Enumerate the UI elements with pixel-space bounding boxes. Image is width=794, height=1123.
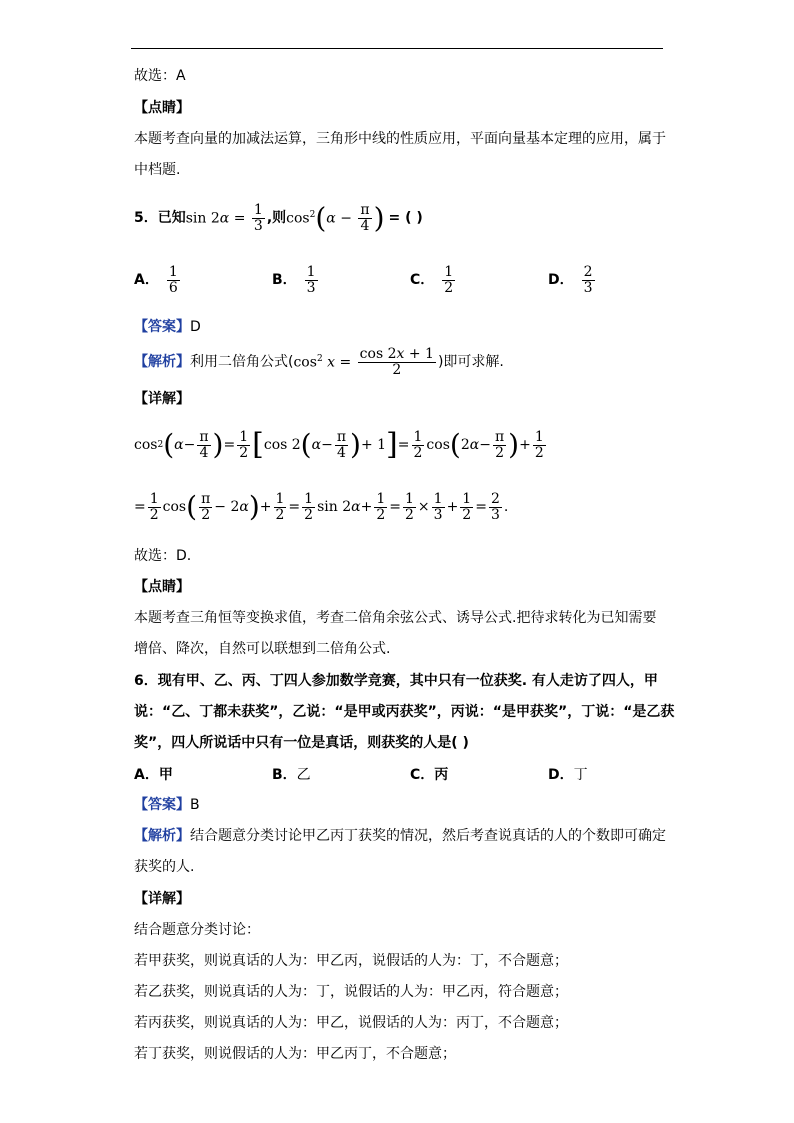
- q5-jiexi: [134, 344, 504, 380]
- q6-jiexi-tag: 【解析】: [134, 828, 190, 844]
- q6-jiexi-text: 结合题意分类讨论甲乙丙丁获奖的情况，然后考查说真话的人的个数即可确定: [190, 828, 666, 844]
- q6-option-a-letter: A．: [134, 767, 159, 783]
- q5-option-d-letter: D．: [548, 272, 574, 288]
- q6-option-b-letter: B．: [272, 767, 297, 783]
- q5-derivation-line2: = $\frac{1}{2}$ cos ( $\frac{\pi}{2}$ − 2 α ) + $\frac{1}{2}$ = $\frac{1}{2}$ sin 2 α + $\frac{1}{2}$ = $\frac{1}{2}$ × $\frac{1}{3}$ + $\frac{1}{2}$ = $\frac{2}{3}$ .: [134, 490, 509, 523]
- q5-dianjing-tag: 【点睛】: [134, 579, 190, 595]
- q6-answer: [134, 796, 200, 814]
- q6-jiexi-line2: 获奖的人.: [134, 859, 195, 875]
- prev-dianjing-line2: 中档题.: [134, 162, 181, 178]
- q5-jiexi-tag: 【解析】: [134, 354, 190, 370]
- q5-option-d-frac: $\frac{2}{3}$: [583, 263, 593, 296]
- q6-option-c[interactable]: [410, 766, 448, 784]
- q6-answer-value: B: [190, 797, 200, 813]
- q5-conclusion: 故选：D.: [134, 548, 192, 564]
- q5-option-a-frac: $\frac{1}{6}$: [168, 263, 178, 296]
- q6-detail-line2: 若甲获奖，则说真话的人为：甲乙丙，说假话的人为：丁，不合题意；: [134, 953, 568, 969]
- q6-detail-line5: 若丁获奖，则说假话的人为：甲乙丙丁，不合题意；: [134, 1046, 456, 1062]
- header-rule: [131, 48, 663, 49]
- q6-detail-line1: 结合题意分类讨论：: [134, 922, 260, 938]
- q5-xiangjie-tag: 【详解】: [134, 391, 190, 407]
- prev-answer-line: 故选：A: [134, 68, 186, 84]
- q5-lead: 已知: [157, 210, 186, 226]
- q5-option-a-letter: A．: [134, 272, 159, 288]
- q6-stem-line3: 奖”，四人所说话中只有一位是真话，则获奖的人是( ): [134, 735, 469, 751]
- q5-then: ,则: [266, 210, 287, 226]
- q5-dianjing-line1: 本题考查三角恒等变换求值，考查二倍角余弦公式、诱导公式.把待求转化为已知需要: [134, 610, 657, 626]
- q5-stem: [134, 196, 423, 240]
- q6-stem-line2: 说：“乙、丁都未获奖”，乙说：“是甲或丙获奖”，丙说：“是甲获奖”，丁说：“是乙获: [134, 704, 675, 720]
- q5-dianjing-line2: 增倍、降次，自然可以联想到二倍角公式.: [134, 641, 391, 657]
- q5-given-formula: sin 2α = $\frac{1}{3}$: [185, 201, 263, 234]
- q6-option-c-letter: C．: [410, 767, 435, 783]
- q6-option-b-text: 乙: [296, 767, 311, 783]
- q5-answer-value: D: [190, 319, 201, 335]
- q5-option-d[interactable]: [548, 262, 597, 298]
- q5-bracket: = ( ): [388, 210, 423, 226]
- q6-option-d[interactable]: [548, 766, 588, 784]
- q5-jiexi-formula: $\cos^2 x$ = $\frac{\cos 2x + 1}{2}$: [293, 345, 434, 378]
- q5-answer: [134, 318, 201, 336]
- q5-option-b-frac: $\frac{1}{3}$: [306, 263, 316, 296]
- q5-option-b[interactable]: [272, 262, 320, 298]
- q6-option-a-text: 甲: [158, 767, 173, 783]
- q5-option-c-frac: $\frac{1}{2}$: [444, 263, 454, 296]
- q6-option-d-letter: D．: [548, 767, 574, 783]
- q6-stem-line1: 6．现有甲、乙、丙、丁四人参加数学竞赛，其中只有一位获奖. 有人走访了四人，甲: [134, 673, 658, 689]
- q6-xiangjie-tag: 【详解】: [134, 891, 190, 907]
- q5-jiexi-post: )即可求解.: [437, 354, 504, 370]
- q5-answer-tag: 【答案】: [134, 319, 190, 335]
- q5-option-a[interactable]: [134, 262, 182, 298]
- q6-option-d-text: 丁: [573, 767, 588, 783]
- q5-target-formula: $\cos^2(\alpha$ − $\frac{\pi}{4}$ ): [286, 201, 385, 234]
- q5-option-c[interactable]: [410, 262, 457, 298]
- q6-answer-tag: 【答案】: [134, 797, 190, 813]
- q6-detail-line4: 若丙获奖，则说真话的人为：甲乙，说假话的人为：丙丁，不合题意；: [134, 1015, 568, 1031]
- prev-dianjing-title: 【点睛】: [134, 100, 190, 116]
- q5-option-c-letter: C．: [410, 272, 435, 288]
- q6-option-a[interactable]: [134, 766, 173, 784]
- q5-option-b-letter: B．: [272, 272, 297, 288]
- q6-jiexi-line1: [134, 827, 666, 845]
- q5-jiexi-pre: 利用二倍角公式(: [190, 354, 294, 370]
- prev-dianjing-line1: 本题考查向量的加减法运算，三角形中线的性质应用，平面向量基本定理的应用，属于: [134, 131, 666, 147]
- q5-number: 5．: [134, 210, 158, 226]
- q6-detail-line3: 若乙获奖，则说真话的人为：丁，说假话的人为：甲乙丙，符合题意；: [134, 984, 568, 1000]
- q6-option-b[interactable]: [272, 766, 311, 784]
- q6-option-c-text: 丙: [434, 767, 449, 783]
- q5-derivation-line1: cos 2 ( α − $\frac{\pi}{4}$ ) = $\frac{1}{2}$ [ cos 2 ( α − $\frac{\pi}{4}$ ) + 1 ] = $\frac{1}{2}$ cos ( 2 α − $\frac{\pi}{2}$ ) + $\frac{1}{2}$: [134, 427, 544, 462]
